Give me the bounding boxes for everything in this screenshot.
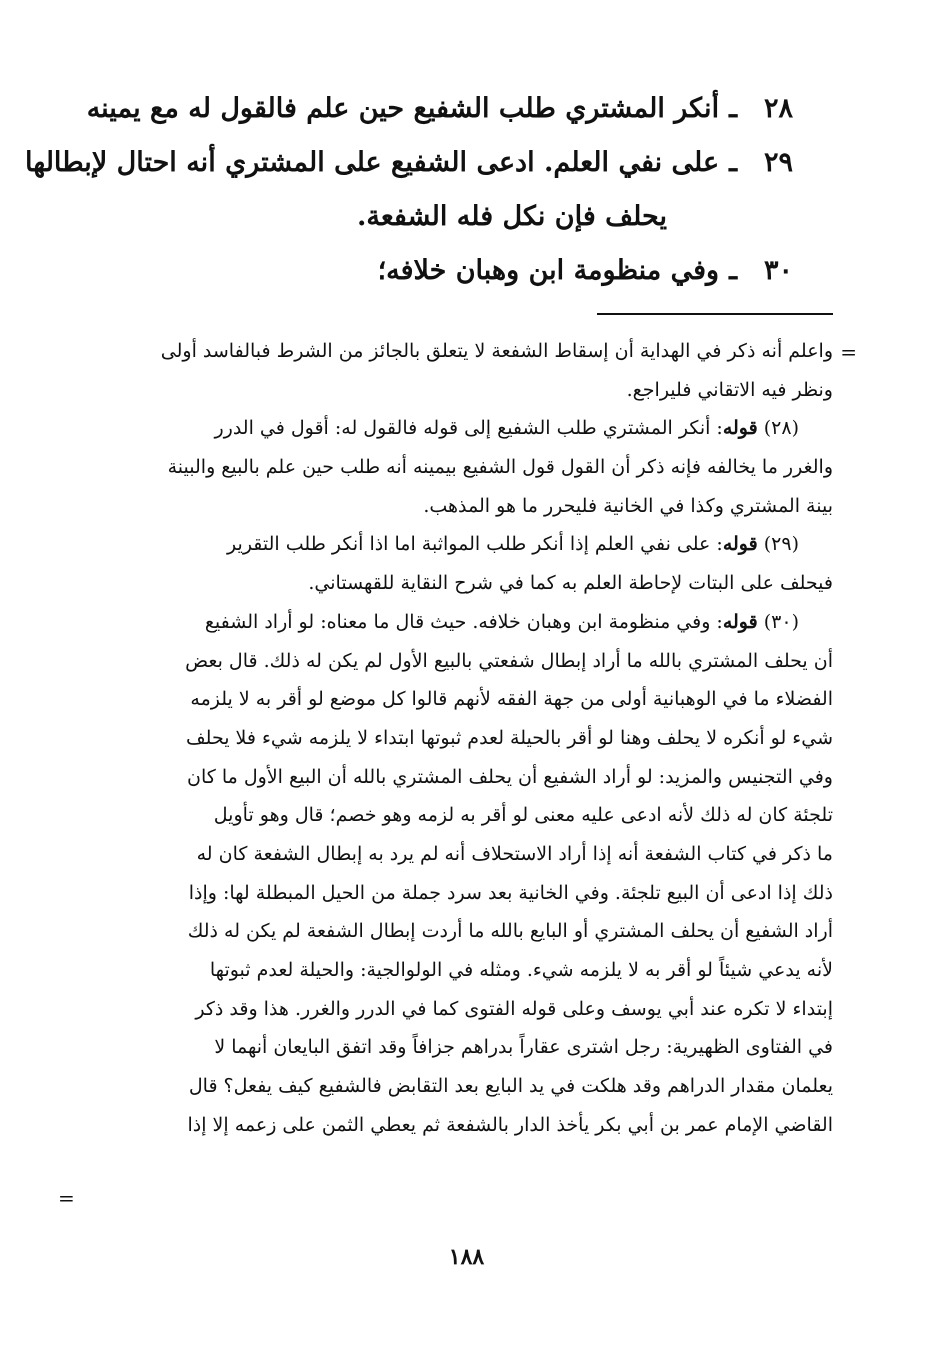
footnote-separator: [597, 313, 833, 315]
note-line: فيحلف على البتات لإحاطة العلم به كما في شرح النقاية للقهستاني.: [308, 572, 833, 595]
verse-line-29-continued: [113, 190, 793, 244]
note-line: يعلمان مقدار الدراهم وقد هلكت في يد البايع بعد التقابض فالشفيع كيف يفعل؟ قال: [188, 1075, 833, 1098]
note-keyword: قوله: [722, 610, 758, 633]
verse-line-29: [25, 136, 793, 190]
continuation-marker-start: =: [840, 340, 857, 364]
continuation-marker-end: =: [58, 1186, 75, 1210]
note-line: أراد الشفيع أن يحلف المشتري أو البايع بالله ما أردت إبطال الشفعة لم يكن له ذلك: [187, 920, 833, 943]
verse-number: ٢٨: [763, 93, 793, 124]
note-line: في الفتاوى الظهيرية: رجل اشترى عقاراً بدراهم جزافاً وقد اتفق البايعان أنهما لا: [214, 1036, 833, 1059]
note-line: (٣٠) قوله: وفي منظومة ابن وهبان خلافه. حيث قال ما معناه: لو أراد الشفيع: [204, 610, 799, 633]
note-line: بينة المشتري وكذا في الخانية فليحرر ما هو المذهب.: [423, 494, 833, 517]
note-number: (٢٩): [757, 533, 799, 556]
verse-text: على نفي العلم. ادعى الشفيع على المشتري أنه احتال لإبطالها: [25, 147, 720, 178]
note-number: (٢٨): [757, 417, 799, 440]
note-line: ذلك إذا ادعى أن البيع تلجئة. وفي الخانية بعد سرد جملة من الحيل المبطلة لها: وإذا: [188, 881, 833, 904]
verse-text: يحلف فإن نكل فله الشفعة.: [357, 201, 667, 232]
verse-dash: ـ: [729, 255, 737, 286]
note-line: والغرر ما يخالفه فإنه ذكر أن القول قول الشفيع بيمينه أنه طلب حين علم بالبيع والبينة: [167, 456, 833, 479]
verse-block: [25, 82, 793, 298]
note-line: شيء لو أنكره لا يحلف وهنا لو أقر بالحيلة لعدم ثبوتها ابتداء لا يلزمه شيء فلا يحلف: [185, 726, 833, 749]
note-number: (٣٠): [757, 610, 799, 633]
page-number: ١٨٨: [448, 1244, 485, 1270]
note-line: لأنه يدعي شيئاً لو أقر به لا يلزمه شيء. ومثله في الولوالجية: والحيلة لعدم ثبوتها: [209, 959, 833, 981]
note-line: (٢٩) قوله: على نفي العلم إذا أنكر طلب المواثبة اما اذا أنكر طلب التقرير: [227, 533, 799, 556]
verse-line-28: [86, 82, 793, 136]
note-keyword: قوله: [722, 417, 758, 440]
note-line: تلجئة كان له ذلك لأنه ادعى عليه معنى لو أقر به لزمه وهو خصم؛ قال وهو تأويل: [213, 804, 833, 827]
note-line: إبتداء لا تكره عند أبي يوسف وعلى قوله الفتوى كما في الدرر والغرر. هذا وقد ذكر: [195, 997, 833, 1020]
verse-number: ٣٠: [763, 255, 793, 286]
verse-dash: ـ: [729, 147, 737, 178]
verse-text: وفي منظومة ابن وهبان خلافه؛: [377, 255, 720, 286]
note-keyword: قوله: [722, 533, 758, 556]
verse-number: ٢٩: [763, 147, 793, 178]
verse-text: أنكر المشتري طلب الشفيع حين علم فالقول له مع يمينه: [86, 93, 720, 124]
verse-dash: ـ: [729, 93, 737, 124]
note-line: القاضي الإمام عمر بن أبي بكر يأخذ الدار بالشفعة ثم يعطي الثمن على زعمه إلا إذا: [187, 1113, 833, 1136]
verse-line-30: [113, 244, 793, 298]
note-line: ما ذكر في كتاب الشفعة أنه إذا أراد الاستحلاف أنه لم يرد به إبطال الشفعة كان له: [196, 842, 833, 865]
note-line: أن يحلف المشتري بالله ما أراد إبطال شفعتي بالبيع الأول لم يكن له ذلك. قال بعض: [185, 649, 833, 672]
commentary-block: [101, 332, 833, 1144]
note-line: ونظر فيه الاتقاني فليراجع.: [626, 378, 833, 401]
note-line: واعلم أنه ذكر في الهداية أن إسقاط الشفعة لا يتعلق بالجائز من الشرط فبالفاسد أولى: [160, 340, 833, 362]
note-line: (٢٨) قوله: أنكر المشتري طلب الشفيع إلى قوله فالقول له: أقول في الدرر: [214, 417, 799, 440]
note-line: وفي التجنيس والمزيد: لو أراد الشفيع أن يحلف المشتري بالله أن البيع الأول ما كان: [187, 765, 833, 788]
note-line: الفضلاء ما في الوهبانية أولى من جهة الفقه لأنهم قالوا كل موضع لو أقر به لا يلزمه: [190, 688, 833, 711]
